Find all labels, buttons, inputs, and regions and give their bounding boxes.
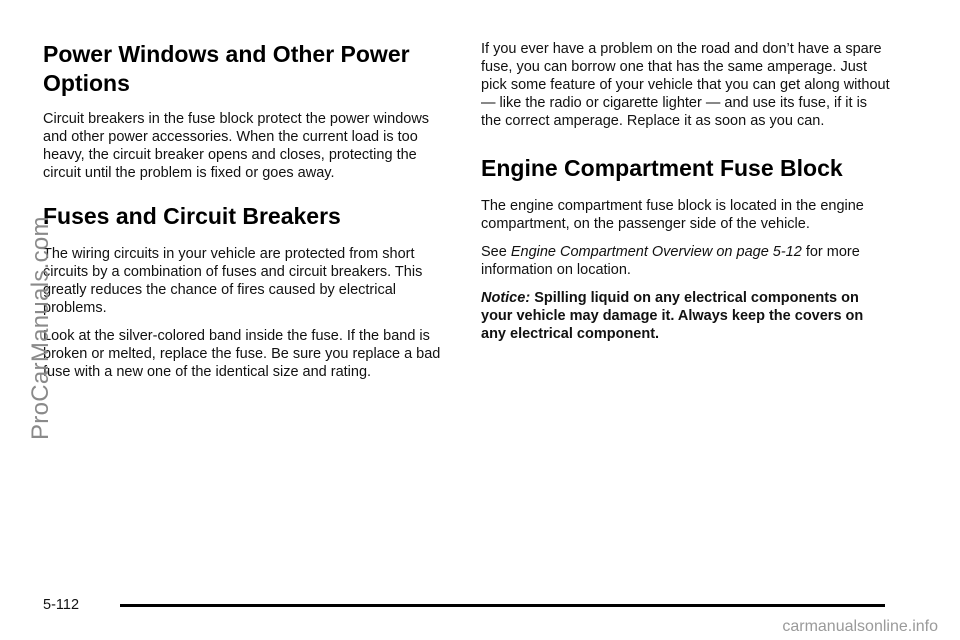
cross-reference-link[interactable]: Engine Compartment Overview on page 5-12: [510, 244, 802, 260]
section-heading-power-windows: Power Windows and Other Power Options: [43, 41, 410, 96]
see-prefix: See: [481, 244, 507, 260]
see-reference-paragraph: [481, 243, 891, 279]
left-column: [43, 40, 448, 381]
power-windows-paragraph: Circuit breakers in the fuse block protect the power windows and other power accessories. When the current load is too heavy, the circuit breaker opens and closes, protecting the circuit until the problem is fixed or goes away.: [43, 111, 430, 181]
fuses-paragraph-1: The wiring circuits in your vehicle are protected from short circuits by a combination of fuses and circuit breakers. This greatly reduces the chance of fires caused by electrical problems.: [43, 246, 423, 316]
fuses-paragraph-2: Look at the silver-colored band inside the fuse. If the band is broken or melted, replace the fuse. Be sure you replace a bad fuse with a new one of the identical size and rating.: [43, 328, 441, 380]
spare-fuse-paragraph: If you ever have a problem on the road and don’t have a spare fuse, you can borrow one that has the same amperage. Just pick some feature of your vehicle that you can get along without — like the radio or cigarette lighter — and use its fuse, if it is the correct amperage. Replace it as soon as you can.: [481, 41, 890, 129]
see-suffix: for more information on location.: [481, 244, 860, 278]
notice-paragraph: [481, 289, 891, 343]
engine-fuse-location-paragraph: The engine compartment fuse block is located in the engine compartment, on the passenger side of the vehicle.: [481, 198, 864, 232]
notice-text: Spilling liquid on any electrical components on your vehicle may damage it. Always keep the covers on any electrical component.: [481, 290, 864, 342]
section-heading-engine-fuse-block: Engine Compartment Fuse Block: [481, 155, 843, 181]
footer-site-name: carmanualsonline.info: [782, 618, 938, 635]
section-heading-fuses: Fuses and Circuit Breakers: [43, 203, 341, 229]
right-column: [481, 40, 891, 343]
page-number: 5-112: [43, 597, 80, 613]
footer-rule: [120, 604, 885, 607]
notice-label: Notice:: [481, 290, 531, 306]
watermark: ProCarManuals.com: [27, 216, 54, 440]
